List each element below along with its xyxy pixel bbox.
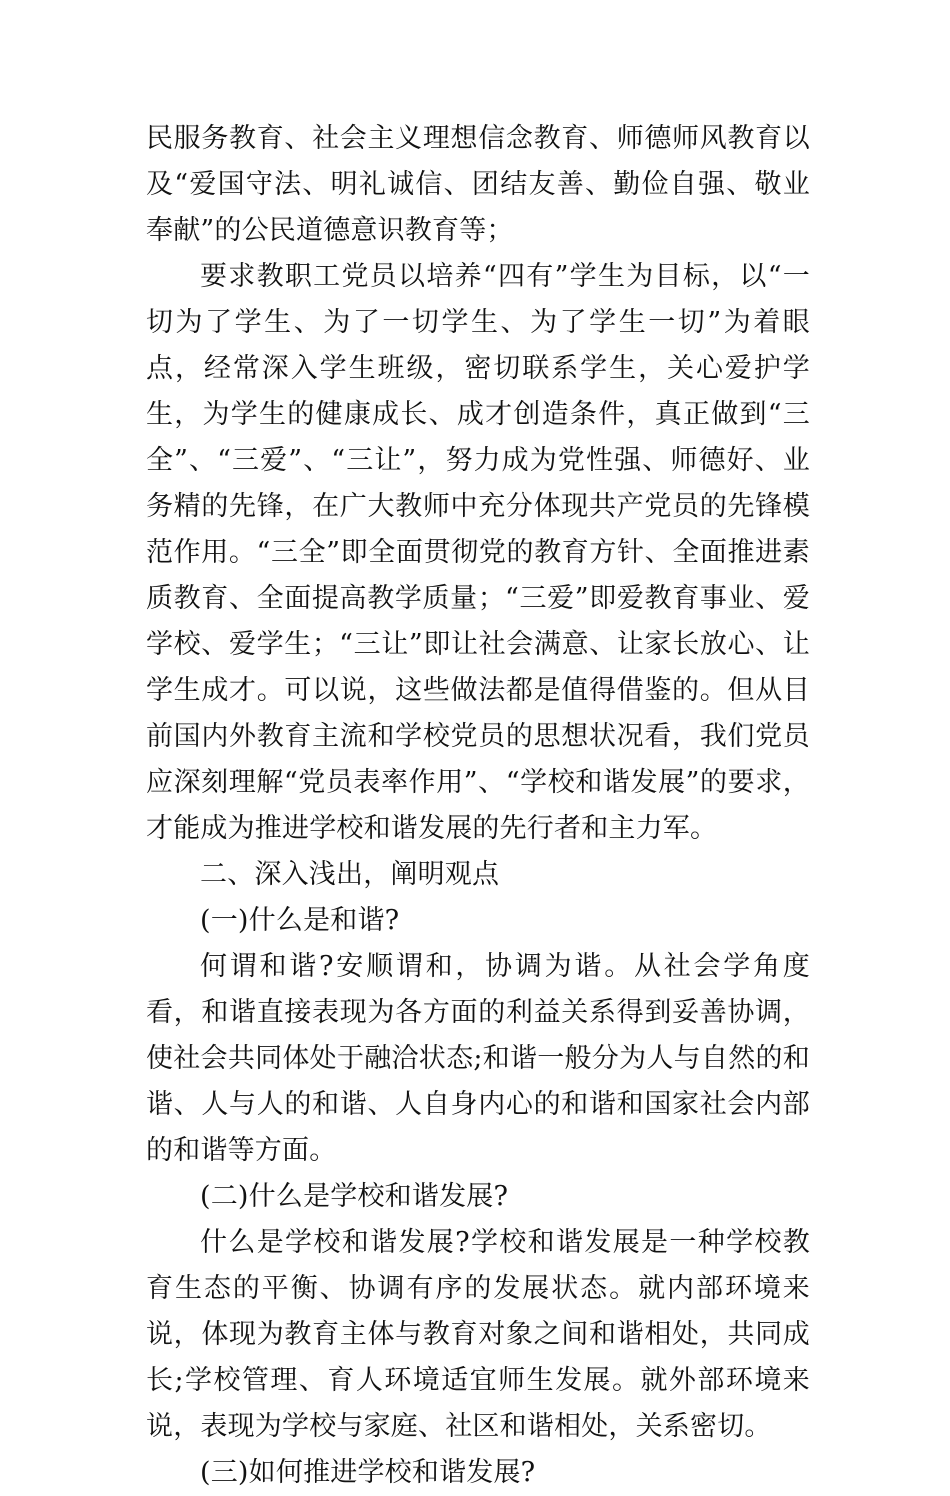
section-heading-2: 二、深入浅出，阐明观点 (200, 859, 500, 890)
subheading-1: (一)什么是和谐? (200, 905, 400, 936)
paragraph-4: 什么是学校和谐发展?学校和谐发展是一种学校教育生态的平衡、协调有序的发展状态。就内部环境来说，体现为教育主体与教育对象之间和谐相处，共同成长;学校管理、育人环境适宜师生发展。就外部环境来说，表现为学校与家庭、社区和谐相处，关系密切。 (146, 1227, 810, 1442)
paragraph-2: 要求教职工党员以培养“四有”学生为目标，以“一切为了学生、为了一切学生、为了学生一切”为着眼点，经常深入学生班级，密切联系学生，关心爱护学生，为学生的健康成长、成才创造条件，真正做到“三全”、“三爱”、“三让”，努力成为党性强、师德好、业务精的先锋，在广大教师中充分体现共产党员的先锋模范作用。“三全”即全面贯彻党的教育方针、全面推进素质教育、全面提高教学质量；“三爱”即爱教育事业、爱学校、爱学生；“三让”即让社会满意、让家长放心、让学生成才。可以说，这些做法都是值得借鉴的。但从目前国内外教育主流和学校党员的思想状况看，我们党员应深刻理解“党员表率作用”、“学校和谐发展”的要求，才能成为推进学校和谐发展的先行者和主力军。 (146, 261, 810, 844)
paragraph-3: 何谓和谐?安顺谓和，协调为谐。从社会学角度看，和谐直接表现为各方面的利益关系得到妥善协调，使社会共同体处于融洽状态;和谐一般分为人与自然的和谐、人与人的和谐、人自身内心的和谐和国家社会内部的和谐等方面。 (146, 951, 810, 1166)
subheading-2: (二)什么是学校和谐发展? (200, 1181, 509, 1212)
paragraph-1: 民服务教育、社会主义理想信念教育、师德师风教育以及“爱国守法、明礼诚信、团结友善、勤俭自强、敬业奉献”的公民道德意识教育等； (146, 123, 810, 246)
document-body (146, 116, 810, 1496)
subheading-3: (三)如何推进学校和谐发展? (200, 1457, 536, 1488)
